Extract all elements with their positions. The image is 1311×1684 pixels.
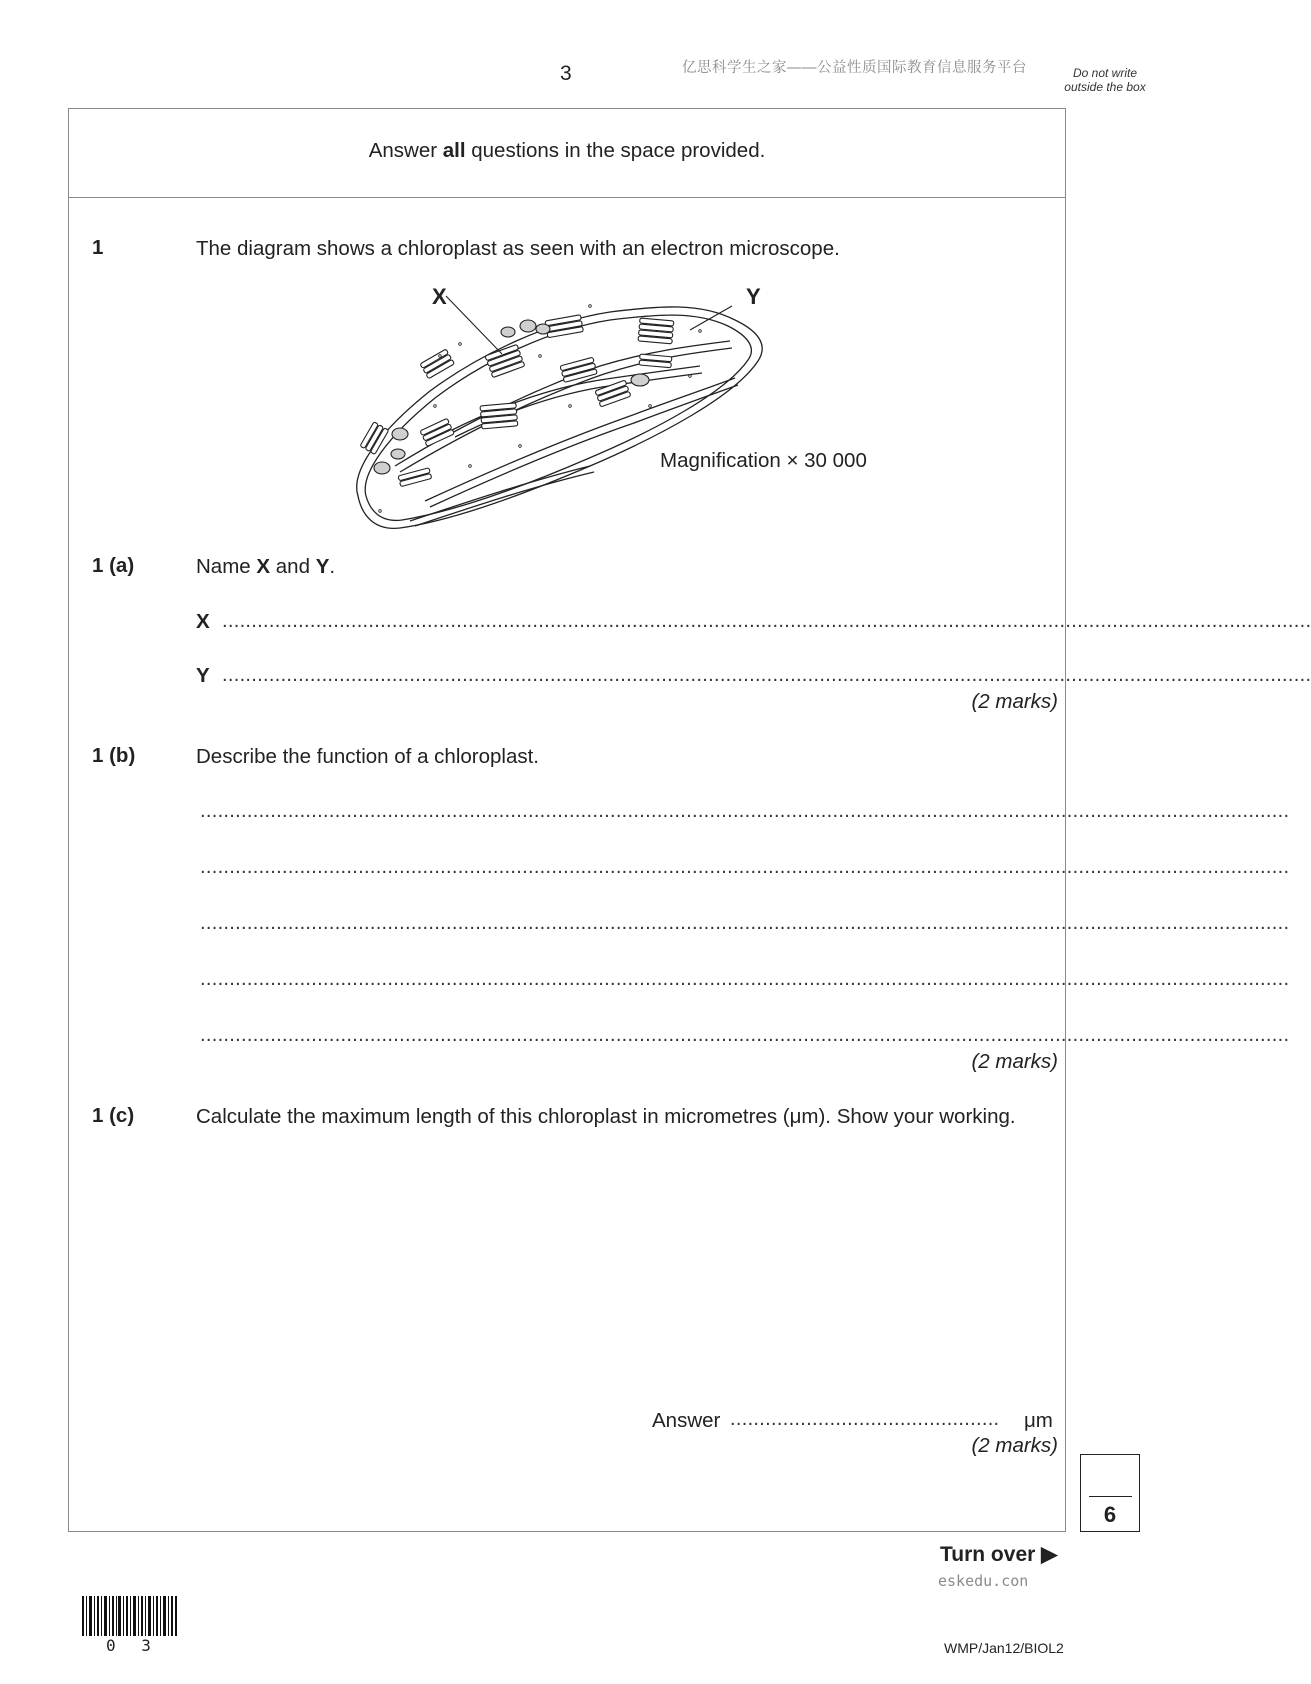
turn-over-label: Turn over ▶ <box>940 1543 1058 1566</box>
answer-line-b3[interactable]: .......................................................................................................................................................................................... <box>200 912 1290 934</box>
answer-label: Answer <box>652 1409 721 1432</box>
answer-x-label: X <box>196 610 210 633</box>
part-a-marks: (2 marks) <box>971 690 1058 713</box>
answer-y-label: Y <box>196 664 210 687</box>
part-c-number: 1 (c) <box>92 1104 135 1127</box>
part-a-number: 1 (a) <box>92 554 135 577</box>
watermark-text: 亿思科学生之家——公益性质国际教育信息服务平台 <box>682 60 1027 76</box>
chloroplast-envelope <box>357 307 762 528</box>
answer-y-line[interactable]: .......................................................................................................................................................................................... <box>222 664 1311 686</box>
instruction-bold: all <box>442 139 466 162</box>
score-value: 6 <box>1103 1502 1117 1527</box>
question-number: 1 <box>92 236 104 259</box>
answer-line-b2[interactable]: .......................................................................................................................................................................................... <box>200 856 1290 878</box>
margin-note: Do not write outside the box <box>1064 66 1146 94</box>
question-text: The diagram shows a chloroplast as seen with an electron microscope. <box>196 237 840 260</box>
site-watermark: eskedu.con <box>938 1572 1029 1590</box>
score-line <box>1089 1496 1132 1497</box>
part-b-number: 1 (b) <box>92 744 136 767</box>
answer-line-b4[interactable]: .......................................................................................................................................................................................... <box>200 968 1290 990</box>
diagram-label-x: X <box>432 284 447 309</box>
answer-line-b1[interactable]: .......................................................................................................................................................................................... <box>200 800 1290 822</box>
part-c-marks: (2 marks) <box>971 1434 1058 1457</box>
part-c-text: Calculate the maximum length of this chloroplast in micrometres (μm). Show your working. <box>196 1105 1016 1128</box>
answer-unit: μm <box>1024 1409 1053 1432</box>
part-a-text: Name X and Y. <box>196 555 336 578</box>
magnification-label: Magnification × 30 000 <box>660 449 867 472</box>
frame-divider <box>68 197 1066 198</box>
barcode <box>82 1596 178 1636</box>
instruction: Answer all questions in the space provided. <box>368 139 766 162</box>
paper-code: WMP/Jan12/BIOL2 <box>944 1640 1064 1656</box>
answer-x-line[interactable]: .......................................................................................................................................................................................... <box>222 610 1311 632</box>
barcode-number: 0 3 <box>106 1636 159 1655</box>
page-number: 3 <box>560 62 572 85</box>
part-b-marks: (2 marks) <box>971 1050 1058 1073</box>
answer-line-c[interactable]: .............................................. <box>730 1408 1000 1430</box>
chloroplast-diagram <box>340 296 820 546</box>
answer-line-b5[interactable]: .......................................................................................................................................................................................... <box>200 1024 1290 1046</box>
part-b-text: Describe the function of a chloroplast. <box>196 745 539 768</box>
diagram-label-y: Y <box>746 284 761 309</box>
